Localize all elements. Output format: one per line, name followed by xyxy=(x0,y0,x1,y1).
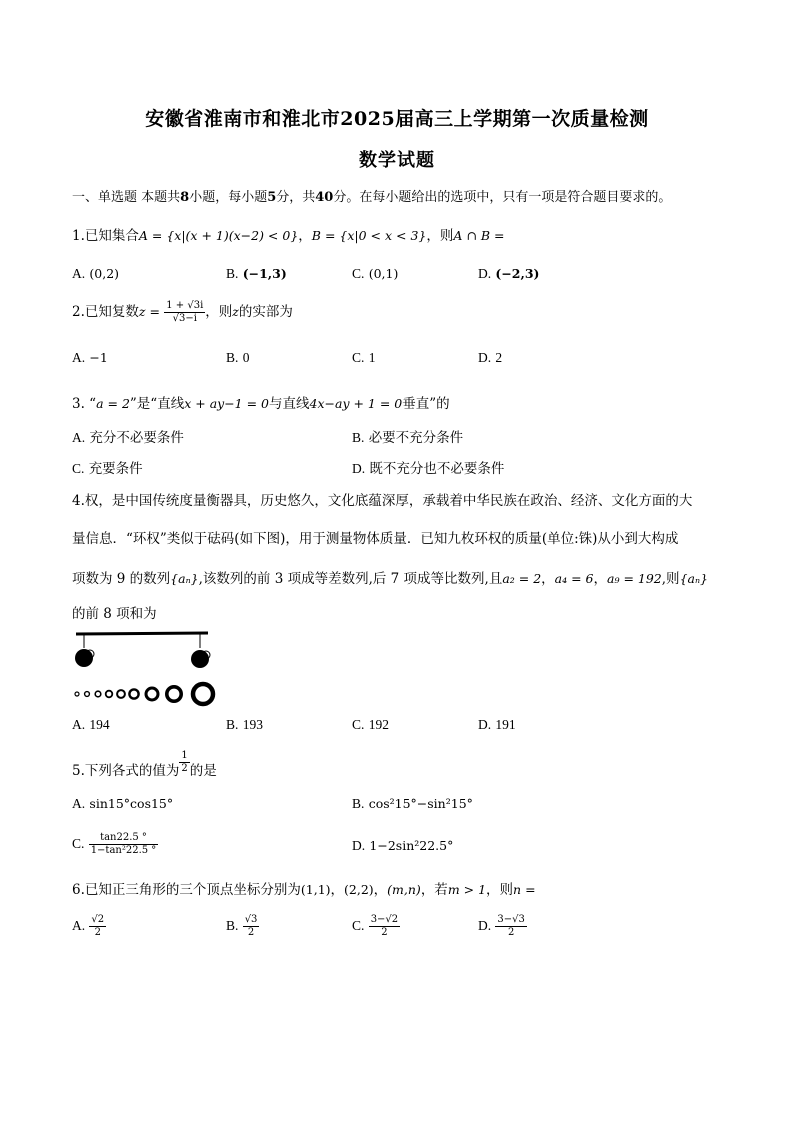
one-half-fraction: $\frac{1}{2}$ xyxy=(181,750,188,774)
q3-option-a: A. 充分不必要条件 xyxy=(72,430,184,446)
q1-option-a: A. (0,2) xyxy=(72,266,120,281)
q5-option-a: A. sin15°cos15° xyxy=(72,796,174,811)
question-4-line-1: 4.权，是中国传统度量衡器具，历史悠久，文化底蕴深厚，承载着中华民族在政治、经济、文化方面的大 xyxy=(72,493,693,509)
section-header: 一、单选题 本题共8小题，每小题5分，共40分。在每小题给出的选项中，只有一项是符合题目要求的。 xyxy=(72,190,672,205)
q6-a-fraction: $\frac{√2}{2}$ xyxy=(91,914,105,938)
balance-beam xyxy=(75,633,210,668)
ring-row xyxy=(75,684,213,704)
q5-c-fraction: $\frac{\tan 22.5 ^\circ}{\text{1−tan²22.5 °}}$ xyxy=(90,832,157,856)
page-title: 安徽省淮南市和淮北市2025届高三上学期第一次质量检测 xyxy=(145,108,649,130)
q2-option-a: A. −1 xyxy=(72,350,108,365)
q1-option-c: C. (0,1) xyxy=(352,266,399,281)
question-4-line-2: 量信息．“环权”类似于砝码(如下图)，用于测量物体质量．已知九枚环权的质量(单位:铢)从小到大构成 xyxy=(72,531,679,547)
q3-option-c: C. 充要条件 xyxy=(72,461,143,477)
question-4-line-3: 项数为 9 的数列{aₙ},该数列的前 3 项成等差数列,后 7 项成等比数列,且a₂ = 2，a₄ = 6，a₉ = 192,则{aₙ} xyxy=(72,571,708,587)
q5-option-b: B. cos²15°−sin²15° xyxy=(352,796,473,811)
q4-option-c: C. 192 xyxy=(352,717,389,732)
q4-option-b: B. 193 xyxy=(226,717,263,732)
q1-option-d: D. (−2,3) xyxy=(478,266,540,281)
q6-option-c: C. $\frac{3-√2}{2}$ xyxy=(352,914,399,938)
q3-option-d: D. 既不充分也不必要条件 xyxy=(352,461,505,477)
question-2-stem: 2.已知复数z = $\frac{1 + √3i}{√3-i}$ ，则z的实部为 xyxy=(72,300,293,324)
question-6-stem: 6.已知正三角形的三个顶点坐标分别为(1,1)，(2,2)，(m,n)，若m > 1，则n = xyxy=(72,882,536,898)
q6-c-fraction: $\frac{3-√2}{2}$ xyxy=(370,914,399,938)
question-1-stem: 1.已知集合A = {x|(x + 1)(x−2) < 0}，B = {x|0 < x < 3}，则A ∩ B = xyxy=(72,228,505,244)
q2-fraction: $\frac{1 + √3i}{√3-i}$ xyxy=(166,300,204,324)
q2-option-d: D. 2 xyxy=(478,350,503,365)
question-4-line-4: 的前 8 项和为 xyxy=(72,606,157,622)
q4-option-d: D. 191 xyxy=(478,717,516,732)
q6-option-a: A. $\frac{√2}{2}$ xyxy=(72,914,105,938)
question-5-stem: 5.下列各式的值为 $\frac{1}{2}$ 的是 xyxy=(72,750,217,779)
q6-option-b: B. $\frac{√3}{2}$ xyxy=(226,914,258,938)
q6-b-fraction: $\frac{√3}{2}$ xyxy=(244,914,258,938)
q2-option-b: B. 0 xyxy=(226,350,250,365)
ring-weights-figure xyxy=(70,628,220,710)
q5-option-c: C. $\frac{\tan 22.5 ^\circ}{\text{1−tan²22.5 °}}$ xyxy=(72,832,157,856)
question-3-stem: 3. “a = 2”是“直线x + ay−1 = 0与直线4x−ay + 1 = 0垂直”的 xyxy=(72,396,450,412)
page-subtitle: 数学试题 xyxy=(359,150,435,171)
q2-option-c: C. 1 xyxy=(352,350,376,365)
q3-option-b: B. 必要不充分条件 xyxy=(352,430,464,446)
q6-option-d: D. $\frac{3-√3}{2}$ xyxy=(478,914,525,938)
q5-option-d: D. 1−2sin²22.5° xyxy=(352,838,454,853)
q4-option-a: A. 194 xyxy=(72,717,110,732)
q1-option-b: B. (−1,3) xyxy=(226,266,287,281)
q6-d-fraction: $\frac{3-√3}{2}$ xyxy=(497,914,525,938)
